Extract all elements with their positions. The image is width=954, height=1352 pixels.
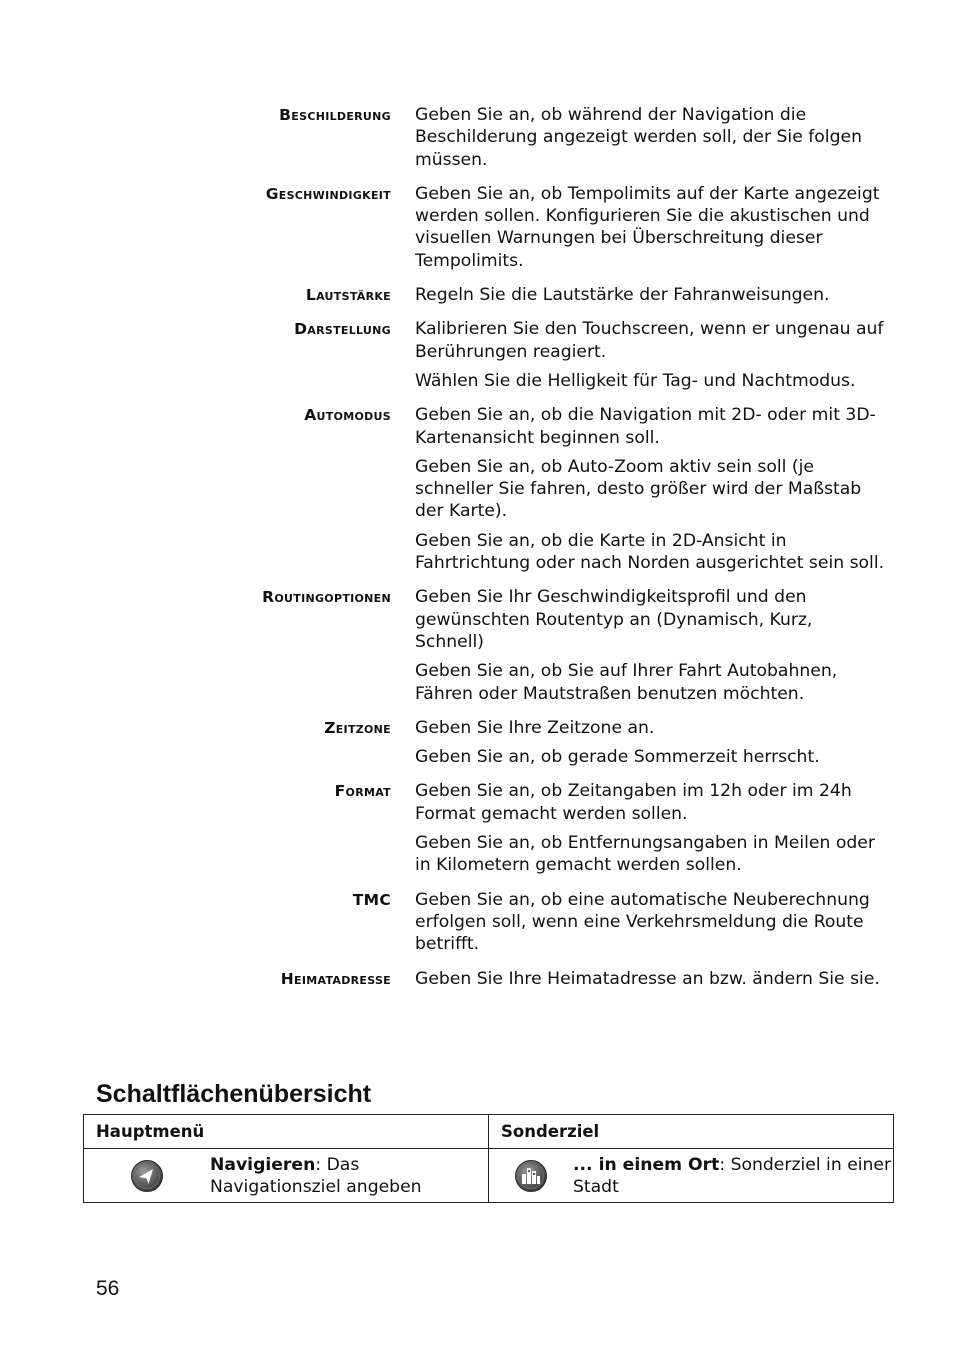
setting-label: Zeitzone (324, 718, 391, 737)
city-poi-icon (514, 1159, 548, 1193)
setting-row (0, 404, 954, 574)
table-header-cell: Sonderziel (489, 1115, 894, 1149)
table-header-row (84, 1115, 894, 1149)
setting-description (415, 318, 885, 392)
setting-paragraph: Wählen Sie die Helligkeit für Tag- und Nachtmodus. (415, 370, 856, 391)
setting-paragraph: Geben Sie Ihre Zeitzone an. (415, 717, 655, 738)
section-title: Schaltflächenübersicht (96, 1080, 372, 1108)
cell-title: Navigieren (210, 1154, 316, 1175)
button-overview-table (83, 1114, 894, 1203)
setting-description (415, 404, 885, 574)
setting-paragraph: Geben Sie an, ob während der Navigation die Beschilderung angezeigt werden soll, der Sie folgen müssen. (415, 105, 862, 170)
setting-row (0, 183, 954, 272)
cell-text: : Das Navigationsziel angeben (210, 1154, 422, 1197)
page-number: 56 (96, 1277, 120, 1300)
cell-text: : Sonderziel in einer Stadt (573, 1154, 892, 1197)
setting-description (415, 284, 885, 306)
setting-label: Automodus (304, 406, 391, 425)
setting-paragraph: Geben Sie an, ob die Karte in 2D-Ansicht in Fahrtrichtung oder nach Norden ausgerichtet sein soll. (415, 530, 885, 574)
table-cell (489, 1149, 894, 1203)
setting-label: Geschwindigkeit (265, 184, 391, 203)
setting-description (415, 586, 885, 704)
setting-row (0, 318, 954, 392)
setting-description (415, 104, 885, 171)
setting-paragraph: Geben Sie an, ob gerade Sommerzeit herrscht. (415, 747, 820, 768)
setting-paragraph: Geben Sie an, ob Entfernungsangaben in Meilen oder in Kilometern gemacht werden sollen. (415, 833, 875, 876)
table-cell (84, 1149, 489, 1203)
setting-label: Lautstärke (305, 286, 391, 305)
setting-label: TMC (352, 890, 391, 909)
setting-label: Format (334, 782, 391, 801)
setting-paragraph: Geben Sie an, ob Sie auf Ihrer Fahrt Autobahnen, Fähren oder Mautstraßen benutzen möchten. (415, 661, 838, 704)
setting-row (0, 717, 954, 769)
setting-paragraph: Geben Sie an, ob Zeitangaben im 12h oder im 24h Format gemacht werden sollen. (415, 781, 852, 824)
setting-row (0, 889, 954, 956)
setting-label: Routingoptionen (262, 588, 391, 607)
setting-paragraph: Geben Sie an, ob eine automatische Neuberechnung erfolgen soll, wenn eine Verkehrsmeldung die Route betrifft. (415, 889, 870, 955)
setting-row (0, 104, 954, 171)
table-header-cell: Hauptmenü (84, 1115, 489, 1149)
setting-description (415, 889, 885, 956)
setting-paragraph: Geben Sie Ihr Geschwindigkeitsprofil und den gewünschten Routentyp an (Dynamisch, Kurz, Schnell) (415, 587, 813, 652)
setting-description (415, 968, 885, 990)
setting-label: Darstellung (294, 320, 391, 339)
setting-row (0, 780, 954, 876)
setting-description (415, 717, 885, 769)
setting-paragraph: Geben Sie an, ob Auto-Zoom aktiv sein soll (je schneller Sie fahren, desto größer wird der Maßstab der Karte). (415, 456, 862, 522)
setting-description (415, 183, 885, 272)
setting-paragraph: Kalibrieren Sie den Touchscreen, wenn er ungenau auf Berührungen reagiert. (415, 319, 884, 362)
setting-paragraph: Geben Sie Ihre Heimatadresse an bzw. ändern Sie sie. (415, 968, 880, 989)
setting-paragraph: Geben Sie an, ob Tempolimits auf der Karte angezeigt werden sollen. Konfigurieren Sie die akustischen und visuellen Warnungen bei Überschreitung dieser Tempolimits. (415, 183, 880, 271)
navigate-icon (130, 1159, 164, 1193)
table-row (84, 1149, 894, 1203)
setting-paragraph: Geben Sie an, ob die Navigation mit 2D- oder mit 3D-Kartenansicht beginnen soll. (415, 405, 876, 448)
setting-label: Beschilderung (279, 106, 391, 124)
setting-description (415, 780, 885, 876)
setting-row (0, 968, 954, 990)
setting-paragraph: Regeln Sie die Lautstärke der Fahranweisungen. (415, 285, 830, 306)
setting-row (0, 586, 954, 704)
setting-row (0, 284, 954, 306)
settings-list (0, 104, 954, 1002)
cell-title: ... in einem Ort (573, 1154, 720, 1175)
setting-label: Heimatadresse (280, 969, 391, 988)
